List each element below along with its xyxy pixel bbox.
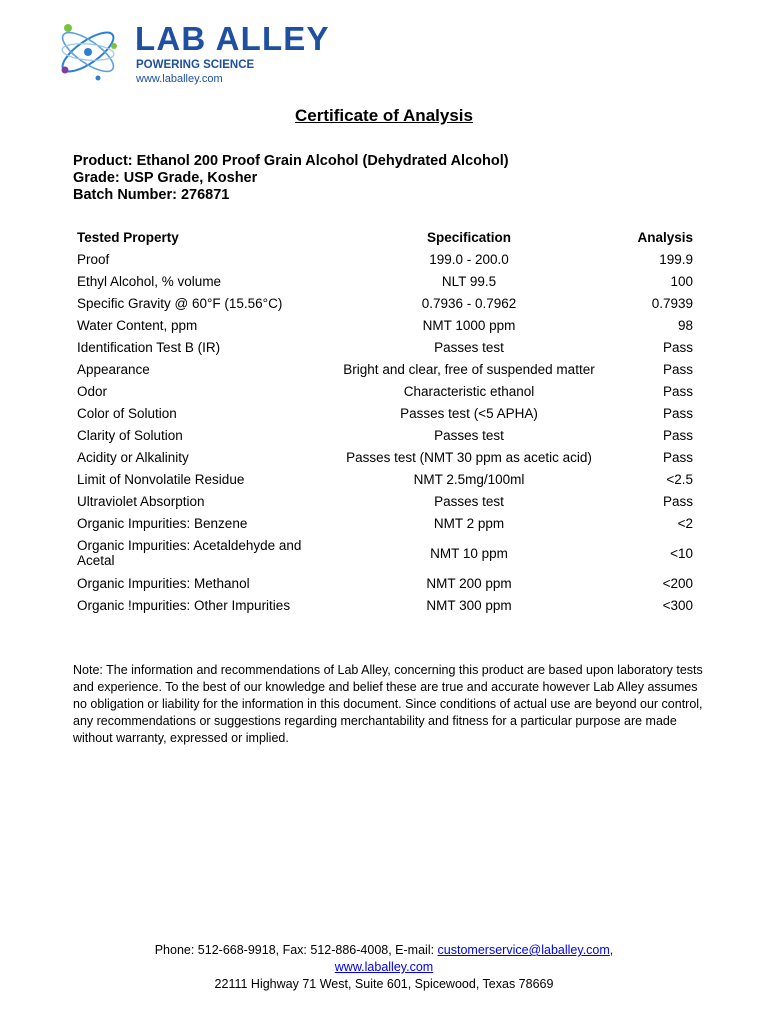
cell-property: Appearance bbox=[77, 361, 150, 377]
cell-specification: Passes test bbox=[434, 493, 504, 509]
cell-specification: Passes test bbox=[434, 339, 504, 355]
brand-url: www.laballey.com bbox=[136, 73, 223, 85]
cell-specification: NMT 300 ppm bbox=[426, 597, 512, 613]
table-row bbox=[73, 594, 697, 616]
table-row bbox=[73, 468, 697, 490]
cell-property: Water Content, ppm bbox=[77, 317, 198, 333]
footer-address: 22111 Highway 71 West, Suite 601, Spicewood, Texas 78669 bbox=[214, 977, 554, 991]
analysis-table bbox=[73, 226, 697, 616]
cell-specification: Passes test (NMT 30 ppm as acetic acid) bbox=[346, 449, 592, 465]
cell-property: Organic Impurities: Methanol bbox=[77, 575, 250, 591]
header-tested-property: Tested Property bbox=[77, 229, 179, 245]
cell-property: Proof bbox=[77, 251, 110, 267]
product-line: Product: Ethanol 200 Proof Grain Alcohol (Dehydrated Alcohol) bbox=[73, 153, 509, 169]
table-row bbox=[73, 292, 697, 314]
footer-website-line bbox=[0, 959, 768, 976]
cell-property: Ultraviolet Absorption bbox=[77, 493, 205, 509]
disclaimer-note: Note: The information and recommendations of Lab Alley, concerning this product are based upon laboratory tests and experience. To the best of our knowledge and belief these are true and accurate however Lab Alley assumes no obligation or liability for the information in this document. Since conditions of actual use are beyond our control, any recommendations or suggestions regarding merchantability and fitness for a particular purpose are made without warranty, expressed or implied. bbox=[73, 663, 703, 745]
footer-email-link[interactable]: customerservice@laballey.com bbox=[437, 943, 610, 957]
batch-line: Batch Number: 276871 bbox=[73, 187, 230, 203]
cell-analysis: Pass bbox=[662, 339, 693, 355]
cell-analysis: 100 bbox=[670, 273, 693, 289]
header-specification: Specification bbox=[426, 229, 512, 245]
table-row bbox=[73, 572, 697, 594]
cell-specification: 199.0 - 200.0 bbox=[429, 251, 509, 267]
cell-specification: Passes test (<5 APHA) bbox=[400, 405, 538, 421]
table-row bbox=[73, 270, 697, 292]
cell-property: Identification Test B (IR) bbox=[77, 339, 221, 355]
cell-specification: NMT 2 ppm bbox=[433, 515, 505, 531]
document-title: Certificate of Analysis bbox=[295, 106, 473, 125]
table-row bbox=[73, 512, 697, 534]
table-row bbox=[73, 336, 697, 358]
cell-analysis: <300 bbox=[662, 597, 693, 613]
cell-specification: NMT 10 ppm bbox=[430, 545, 508, 561]
footer-email-suffix: , bbox=[609, 943, 614, 957]
cell-analysis: Pass bbox=[662, 493, 693, 509]
cell-analysis: 199.9 bbox=[659, 251, 693, 267]
table-row bbox=[73, 314, 697, 336]
cell-property: Organic Impurities: Acetaldehyde and Acetal bbox=[77, 538, 302, 568]
grade-line: Grade: USP Grade, Kosher bbox=[73, 170, 258, 186]
cell-property: Organic !mpurities: Other Impurities bbox=[77, 597, 291, 613]
table-row bbox=[73, 534, 697, 572]
table-row bbox=[73, 424, 697, 446]
cell-property: Specific Gravity @ 60°F (15.56°C) bbox=[77, 295, 283, 311]
cell-analysis: <2.5 bbox=[666, 471, 693, 487]
cell-property: Organic Impurities: Benzene bbox=[77, 515, 248, 531]
cell-specification: Bright and clear, free of suspended matter bbox=[343, 361, 595, 377]
cell-analysis: <10 bbox=[670, 545, 693, 561]
cell-analysis: <200 bbox=[662, 575, 693, 591]
footer-website-link[interactable]: www.laballey.com bbox=[334, 960, 434, 974]
cell-specification: NMT 2.5mg/100ml bbox=[413, 471, 525, 487]
cell-analysis: <2 bbox=[677, 515, 693, 531]
cell-property: Clarity of Solution bbox=[77, 427, 183, 443]
cell-analysis: Pass bbox=[662, 361, 693, 377]
atom-logo-icon bbox=[56, 16, 138, 86]
cell-specification: Characteristic ethanol bbox=[403, 383, 535, 399]
table-row bbox=[73, 490, 697, 512]
cell-property: Limit of Nonvolatile Residue bbox=[77, 471, 245, 487]
cell-analysis: Pass bbox=[662, 405, 693, 421]
table-row bbox=[73, 446, 697, 468]
footer-contact-line bbox=[0, 942, 768, 959]
product-info bbox=[73, 153, 509, 204]
table-row bbox=[73, 380, 697, 402]
cell-specification: NLT 99.5 bbox=[441, 273, 497, 289]
cell-specification: 0.7936 - 0.7962 bbox=[421, 295, 517, 311]
cell-analysis: Pass bbox=[662, 383, 693, 399]
table-row bbox=[73, 358, 697, 380]
cell-specification: NMT 200 ppm bbox=[426, 575, 512, 591]
cell-specification: NMT 1000 ppm bbox=[422, 317, 516, 333]
footer-phone-fax: Phone: 512-668-9918, Fax: 512-886-4008, E-mail: bbox=[154, 943, 438, 957]
cell-specification: Passes test bbox=[434, 427, 504, 443]
cell-property: Acidity or Alkalinity bbox=[77, 449, 189, 465]
cell-analysis: Pass bbox=[662, 449, 693, 465]
brand-tagline: POWERING SCIENCE bbox=[136, 59, 255, 71]
cell-analysis: 98 bbox=[677, 317, 693, 333]
brand-logo bbox=[56, 16, 356, 88]
cell-analysis: Pass bbox=[662, 427, 693, 443]
cell-property: Ethyl Alcohol, % volume bbox=[77, 273, 222, 289]
header-analysis: Analysis bbox=[637, 229, 693, 245]
footer-contact bbox=[0, 942, 768, 993]
cell-property: Odor bbox=[77, 383, 108, 399]
cell-analysis: 0.7939 bbox=[651, 295, 693, 311]
table-row bbox=[73, 402, 697, 424]
cell-property: Color of Solution bbox=[77, 405, 177, 421]
brand-name: LAB ALLEY bbox=[135, 20, 330, 57]
table-header-row bbox=[73, 226, 697, 248]
table-row bbox=[73, 248, 697, 270]
